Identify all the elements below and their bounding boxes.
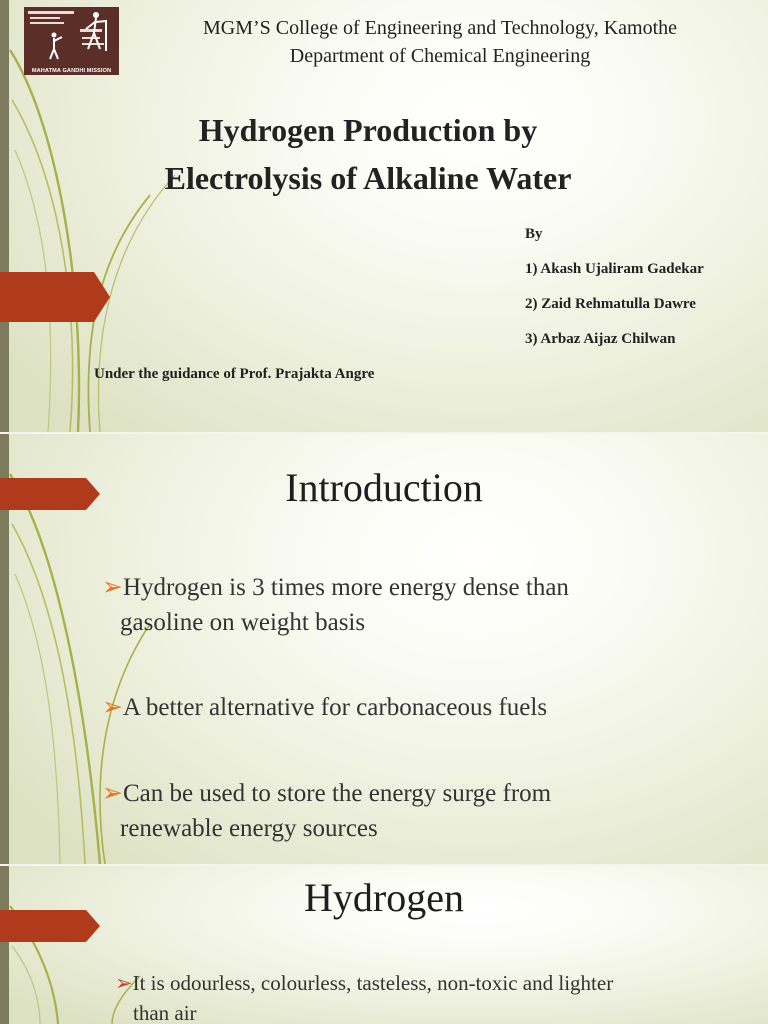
arrow-bullet-icon: ➢ bbox=[102, 694, 123, 721]
hydrogen-slide bbox=[0, 866, 768, 1024]
bullet-text-line-2: gasoline on weight basis bbox=[120, 609, 366, 636]
slide-heading: Hydrogen bbox=[304, 875, 464, 920]
bullet-text-line-1: Can be used to store the energy surge from bbox=[122, 780, 552, 807]
title-slide bbox=[0, 0, 768, 432]
gandhi-logo-icon bbox=[24, 7, 119, 67]
bullet-item bbox=[102, 570, 722, 640]
bullet-text-line-1: It is odourless, colourless, tasteless, non-toxic and lighter bbox=[132, 971, 614, 995]
arrow-bullet-icon: ➢ bbox=[102, 780, 123, 807]
arrow-bullet-icon: ➢ bbox=[115, 971, 133, 995]
by-label: By bbox=[525, 226, 543, 242]
introduction-slide bbox=[0, 434, 768, 864]
institution-name: MGM’S College of Engineering and Technology, Kamothe bbox=[202, 17, 678, 39]
bullet-item bbox=[102, 690, 722, 725]
logo-caption: MAHATMA GANDHI MISSION bbox=[31, 68, 112, 74]
slide-title-line-1: Hydrogen Production by bbox=[198, 112, 538, 148]
author-3: 3) Arbaz Aijaz Chilwan bbox=[525, 331, 676, 347]
bullet-item bbox=[115, 968, 735, 1024]
bullet-text-line-1: A better alternative for carbonaceous fuels bbox=[122, 694, 548, 721]
bullet-text-line-2: than air bbox=[133, 1001, 197, 1024]
department-name: Department of Chemical Engineering bbox=[289, 45, 591, 67]
college-logo bbox=[24, 7, 119, 75]
red-tab-marker bbox=[0, 272, 110, 322]
bullet-text-line-2: renewable energy sources bbox=[120, 815, 378, 842]
slide-title-line-2: Electrolysis of Alkaline Water bbox=[164, 160, 572, 196]
author-2: 2) Zaid Rehmatulla Dawre bbox=[525, 296, 696, 312]
author-1: 1) Akash Ujaliram Gadekar bbox=[525, 261, 704, 277]
slide-heading: Introduction bbox=[285, 465, 483, 510]
guidance-line: Under the guidance of Prof. Prajakta Angre bbox=[94, 366, 375, 382]
bullet-item bbox=[102, 776, 722, 846]
arrow-bullet-icon: ➢ bbox=[102, 574, 123, 601]
bullet-text-line-1: Hydrogen is 3 times more energy dense than bbox=[122, 574, 569, 601]
